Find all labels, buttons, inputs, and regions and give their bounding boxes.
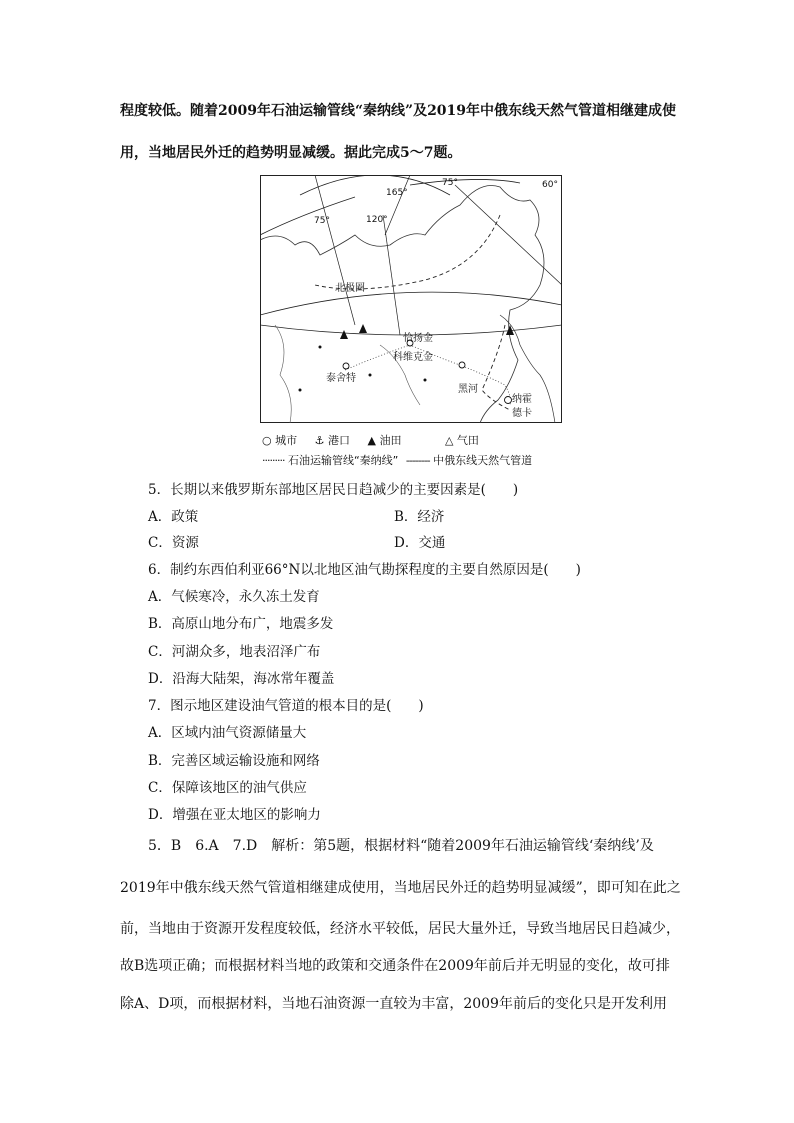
city-icon: [505, 397, 512, 404]
answer-line-5: 除A、D项，而根据材料，当地石油资源一直较为丰富，2009年前后的变化只是开发利用: [120, 996, 667, 1012]
question-7-option-d: D．增强在亚太地区的影响力: [148, 807, 321, 823]
label-city2: 科维克金: [393, 352, 433, 363]
intro-line-1: 程度较低。随着2009年石油运输管线“秦纳线”及2019年中俄东线天然气管道相继建成使: [120, 103, 677, 119]
gas-pipeline-legend-icon: --------: [405, 454, 430, 467]
legend-oilfield: 油田: [379, 434, 402, 447]
question-7-stem: 7．图示地区建设油气管道的根本目的是( ): [148, 698, 424, 714]
map-frame: [261, 176, 562, 423]
question-5-option-b: B．经济: [394, 509, 445, 525]
answer-line-3: 前，当地由于资源开发程度较低，经济水平较低，居民大量外迁，导致当地居民日趋减少，: [120, 921, 680, 937]
label-city5a: 纳霍: [512, 394, 532, 405]
answer-line-4: 故B选项正确；而根据材料当地的政策和交通条件在2009年前后并无明显的变化，故可排: [120, 958, 670, 974]
legend-city: 城市: [275, 434, 298, 447]
gasfield-legend-icon: △: [444, 434, 454, 447]
label-city3: 泰舍特: [326, 373, 356, 384]
answer-line-1: 5．B 6.A 7.D 解析：第5题，根据材料“随着2009年石油运输管线‘秦纳线’及: [148, 838, 654, 854]
dot-icon: [424, 379, 427, 382]
question-5-option-d: D．交通: [394, 535, 446, 551]
label-city1: 恰扬金: [403, 333, 433, 344]
intro-line-2: 用，当地居民外迁的趋势明显减缓。据此完成5～7题。: [120, 145, 462, 161]
city-legend-icon: ○: [262, 434, 272, 447]
dot-icon: [319, 346, 322, 349]
anchor-icon: ⚓: [314, 434, 325, 447]
legend-gas-pipeline: 中俄东线天然气管道: [433, 454, 533, 467]
question-6-option-c: C．河湖众多，地表沼泽广布: [148, 644, 321, 660]
city-icon: [343, 363, 349, 369]
question-5-stem: 5．长期以来俄罗斯东部地区居民日趋减少的主要因素是( ): [148, 482, 519, 498]
city-icon: [459, 362, 465, 368]
deg-label-60: 60°: [542, 180, 558, 190]
question-6-option-a: A．气候寒冷，永久冻土发育: [148, 589, 320, 605]
question-5-option-a: A．政策: [148, 509, 199, 525]
question-7-option-a: A．区域内油气资源储量大: [148, 725, 307, 741]
question-7-option-b: B．完善区域运输设施和网络: [148, 753, 320, 769]
question-6-option-d: D．沿海大陆架，海冰常年覆盖: [148, 671, 335, 687]
legend-gasfield: 气田: [456, 434, 479, 447]
question-5-option-c: C．资源: [148, 535, 199, 551]
legend-oil-pipeline: 石油运输管线“秦纳线”: [287, 454, 399, 467]
label-arctic-circle: 北极圈: [335, 283, 365, 294]
answer-line-2: 2019年中俄东线天然气管道相继建成使用，当地居民外迁的趋势明显减缓”，即可知在此之: [120, 880, 681, 896]
question-6-stem: 6．制约东西伯利亚66°N以北地区油气勘探程度的主要自然原因是( ): [148, 562, 581, 578]
map-legend-row1: [262, 432, 479, 448]
oil-pipeline-legend-icon: ·········: [262, 454, 285, 467]
label-city4: 黑河: [458, 384, 478, 395]
label-city5b: 德卡: [512, 408, 532, 419]
oilfield-legend-icon: ▲: [367, 434, 376, 447]
russia-map: [260, 175, 562, 423]
deg-label-165: 165°: [386, 188, 408, 198]
deg-label-120: 120°: [366, 215, 388, 225]
dot-icon: [299, 389, 302, 392]
map-legend-row2: [262, 452, 532, 468]
question-6-option-b: B．高原山地分布广，地震多发: [148, 616, 334, 632]
deg-label-75b: 75°: [442, 178, 458, 188]
dot-icon: [369, 374, 372, 377]
legend-port: 港口: [327, 434, 350, 447]
deg-label-75a: 75°: [314, 216, 330, 226]
question-7-option-c: C．保障该地区的油气供应: [148, 780, 307, 796]
